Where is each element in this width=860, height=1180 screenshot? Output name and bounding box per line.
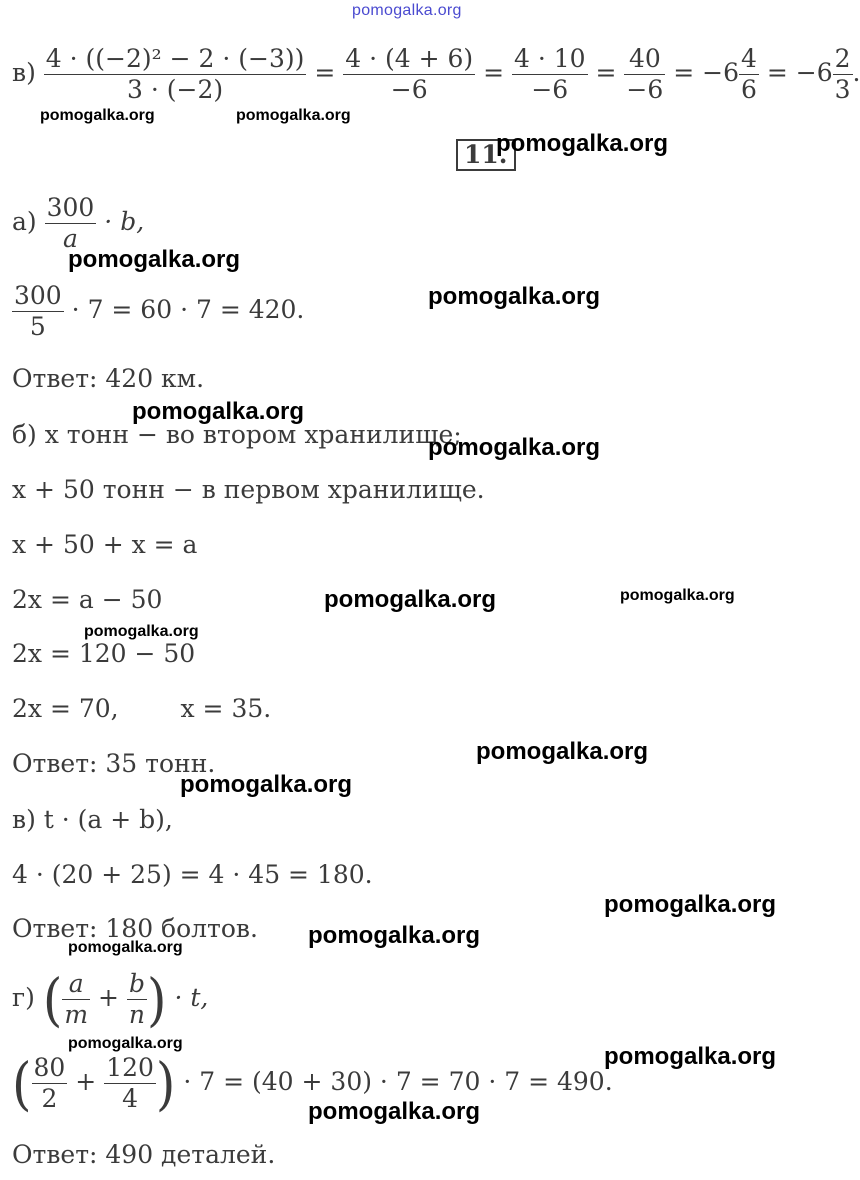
expression-part-v-prev: в) $\frac{\text{4 · ((−2)² − 2 · (−3))}}{3 \cdot (-2)}$ = $\frac{4 \cdot (4 + 6)}{-6}$ = $\frac{4 \cdot 10}{-6}$ = $\frac{40}{-6}$ = −6 $\frac{4}{6}$ = −6 $\frac{2}{3}$ . bbox=[12, 44, 860, 104]
fraction: $\frac{300}{5}$ bbox=[14, 281, 62, 341]
calculation-part-a: $\frac{300}{5}$ · 7 = 60 · 7 = 420. bbox=[14, 281, 305, 341]
top-watermark[interactable]: pomogalka.org bbox=[352, 2, 462, 19]
watermark[interactable]: pomogalka.org bbox=[620, 587, 735, 604]
watermark[interactable]: pomogalka.org bbox=[84, 623, 199, 640]
text-line: в) t · (a + b), bbox=[12, 805, 173, 834]
task-number: 11. bbox=[456, 139, 516, 171]
text-line: б) x тонн − во втором хранилище; bbox=[12, 420, 462, 449]
watermark[interactable]: pomogalka.org bbox=[236, 107, 351, 124]
watermark[interactable]: pomogalka.org bbox=[68, 246, 241, 273]
expression-part-a: а) $\frac{300}{a}$ · b, bbox=[12, 193, 145, 253]
watermark[interactable]: pomogalka.org bbox=[324, 586, 497, 613]
answer-part-g: Ответ: 490 деталей. bbox=[12, 1140, 276, 1169]
watermark[interactable]: pomogalka.org bbox=[308, 922, 481, 949]
equation-line: 2x = a − 50 bbox=[12, 585, 163, 614]
watermark[interactable]: pomogalka.org bbox=[40, 107, 155, 124]
watermark[interactable]: pomogalka.org bbox=[604, 891, 777, 918]
watermark[interactable]: pomogalka.org bbox=[308, 1098, 481, 1125]
watermark[interactable]: pomogalka.org bbox=[428, 283, 601, 310]
fraction: $\frac{a}{m}$ bbox=[64, 969, 89, 1029]
watermark[interactable]: pomogalka.org bbox=[132, 398, 305, 425]
expression-part-g: г) ( $\frac{a}{m}$ + $\frac{b}{n}$ ) · t, bbox=[12, 966, 209, 1033]
equation-line: x + 50 + x = a bbox=[12, 530, 198, 559]
fraction: $\frac{80}{2}$ bbox=[33, 1053, 66, 1113]
fraction: $\frac{4}{6}$ bbox=[741, 44, 757, 104]
watermark[interactable]: pomogalka.org bbox=[68, 939, 183, 956]
watermark[interactable]: pomogalka.org bbox=[496, 130, 669, 157]
fraction: $\frac{\text{4 · ((−2)² − 2 · (−3))}}{3 \cdot (-2)}$ bbox=[45, 44, 305, 104]
watermark[interactable]: pomogalka.org bbox=[604, 1043, 777, 1070]
watermark[interactable]: pomogalka.org bbox=[68, 1035, 183, 1052]
answer-part-v: Ответ: 180 болтов. bbox=[12, 914, 258, 943]
fraction: $\frac{2}{3}$ bbox=[834, 44, 851, 104]
answer-part-b: Ответ: 35 тонн. bbox=[12, 749, 216, 778]
text-line: x + 50 тонн − в первом хранилище. bbox=[12, 475, 485, 504]
part-label: в) bbox=[12, 58, 36, 87]
equation-line: 2x = 120 − 50 bbox=[12, 639, 196, 668]
answer-part-a: Ответ: 420 км. bbox=[12, 364, 205, 393]
fraction: $\frac{40}{-6}$ bbox=[626, 44, 664, 104]
calculation-part-g: ( $\frac{80}{2}$ + $\frac{120}{4}$ ) · 7 = (40 + 30) · 7 = 70 · 7 = 490. bbox=[12, 1050, 613, 1117]
equation-line: 2x = 70, x = 35. bbox=[12, 694, 272, 723]
watermark[interactable]: pomogalka.org bbox=[476, 738, 649, 765]
watermark[interactable]: pomogalka.org bbox=[180, 771, 353, 798]
fraction: $\frac{4 \cdot (4 + 6)}{-6}$ bbox=[345, 44, 474, 104]
equation-line: 4 · (20 + 25) = 4 · 45 = 180. bbox=[12, 860, 373, 889]
fraction: $\frac{4 \cdot 10}{-6}$ bbox=[514, 44, 586, 104]
fraction: $\frac{b}{n}$ bbox=[128, 969, 146, 1029]
fraction: $\frac{300}{a}$ bbox=[46, 193, 95, 253]
watermark[interactable]: pomogalka.org bbox=[428, 434, 601, 461]
fraction: $\frac{120}{4}$ bbox=[106, 1053, 154, 1113]
